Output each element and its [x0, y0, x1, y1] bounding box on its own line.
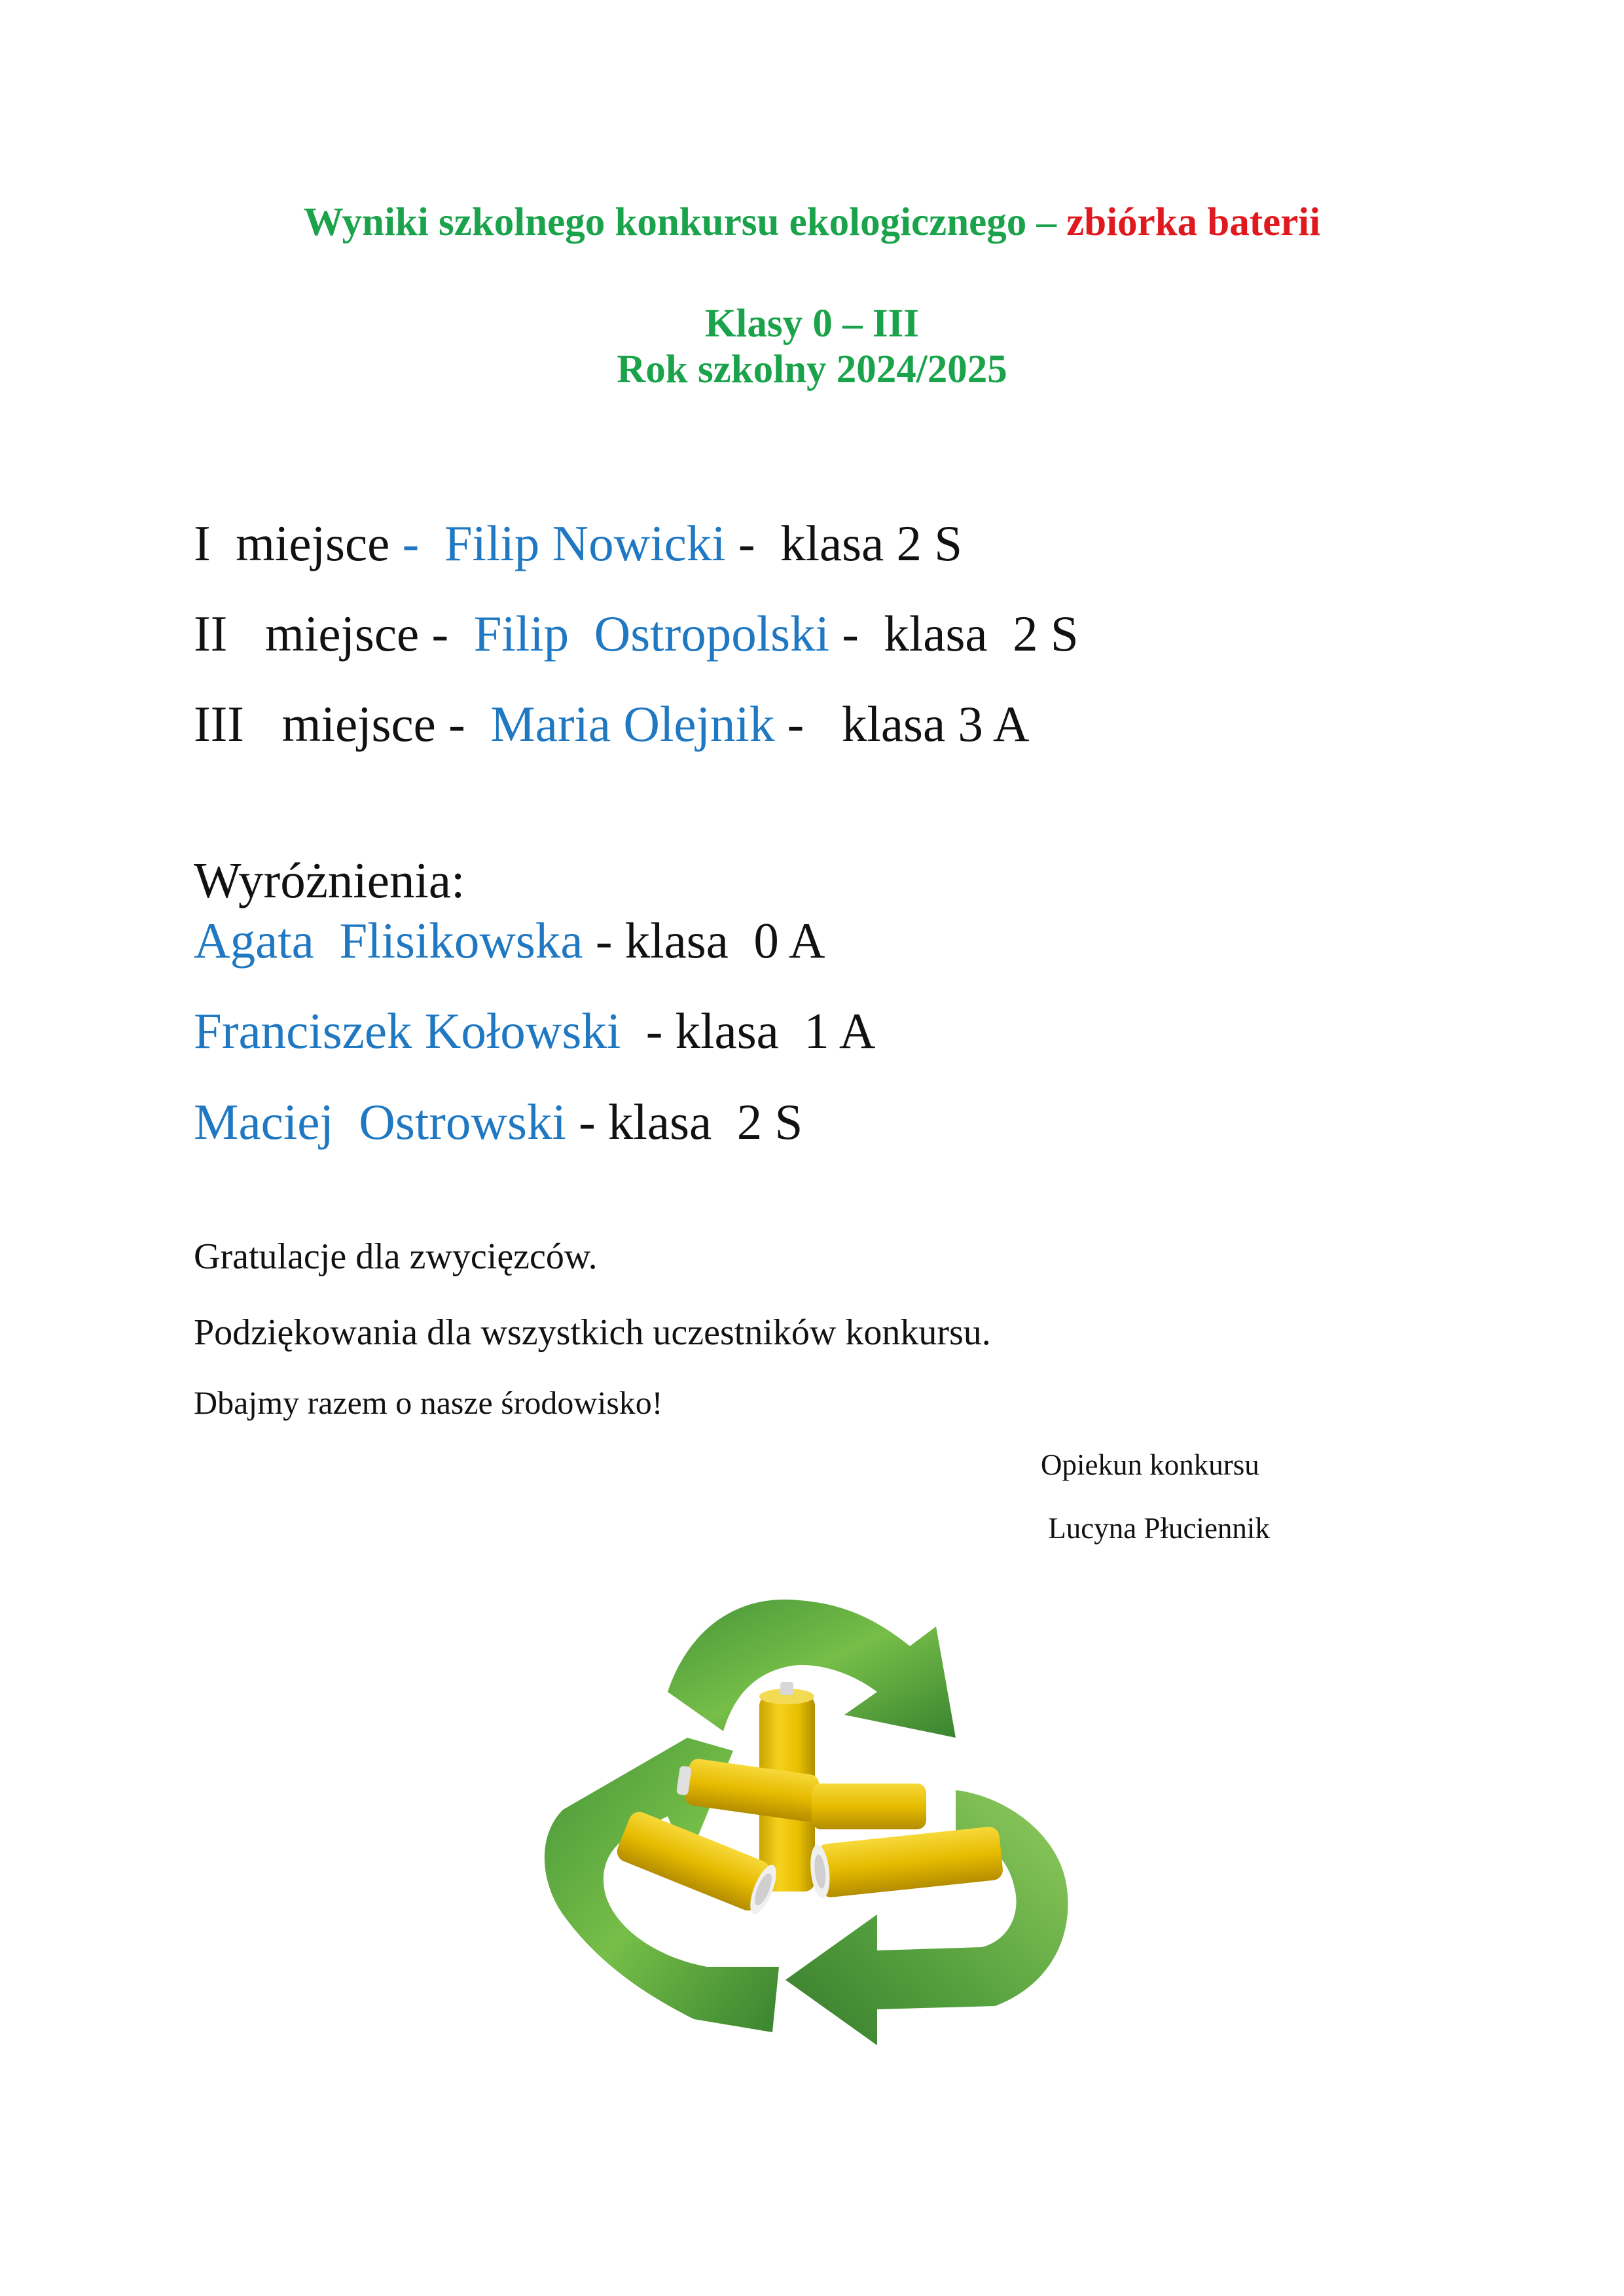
- place-dash: [461, 605, 473, 662]
- signature-role: Opiekun konkursu: [1041, 1448, 1259, 1481]
- place-label: III miejsce -: [194, 696, 478, 752]
- signature-name: Lucyna Płuciennik: [1041, 1512, 1270, 1545]
- page-title: [0, 196, 1624, 249]
- title-main: Wyniki szkolnego konkursu ekologicznego –: [303, 200, 1067, 244]
- place-dash: [478, 696, 490, 752]
- subtitle-classes: Klasy 0 – III: [704, 302, 920, 346]
- place-dash: -: [402, 515, 444, 571]
- winner-name: Filip Ostropolski: [473, 605, 829, 662]
- honor-name: Agata Flisikowska: [194, 912, 583, 969]
- recycle-batteries-illustration: [537, 1574, 1100, 2098]
- thanks-text: Podziękowania dla wszystkich uczestników konkursu.: [194, 1312, 991, 1353]
- place-row: [194, 691, 1030, 757]
- place-label: II miejsce -: [194, 605, 461, 662]
- honor-row: [194, 908, 825, 973]
- environment-text: Dbajmy razem o nasze środowisko!: [194, 1384, 663, 1421]
- honor-name: Maciej Ostrowski: [194, 1094, 566, 1150]
- subtitle-year: Rok szkolny 2024/2025: [617, 348, 1007, 391]
- honors-heading: Wyróżnienia:: [194, 852, 465, 908]
- honor-name: Franciszek Kołowski: [194, 1003, 621, 1059]
- place-row: [194, 511, 962, 576]
- place-row: [194, 601, 1079, 666]
- winner-name: Filip Nowicki: [444, 515, 726, 571]
- honor-class: - klasa 1 A: [621, 1003, 876, 1059]
- honor-class: - klasa 0 A: [583, 912, 825, 969]
- winner-class: - klasa 3 A: [774, 696, 1030, 752]
- honor-row: [194, 1089, 803, 1155]
- winner-class: - klasa 2 S: [829, 605, 1079, 662]
- congrats-text: Gratulacje dla zwycięzców.: [194, 1236, 598, 1277]
- honor-row: [194, 998, 875, 1064]
- winner-class: - klasa 2 S: [725, 515, 963, 571]
- title-highlight: zbiórka baterii: [1066, 200, 1321, 244]
- honor-class: - klasa 2 S: [566, 1094, 803, 1150]
- winner-name: Maria Olejnik: [490, 696, 775, 752]
- place-label: I miejsce: [194, 515, 403, 571]
